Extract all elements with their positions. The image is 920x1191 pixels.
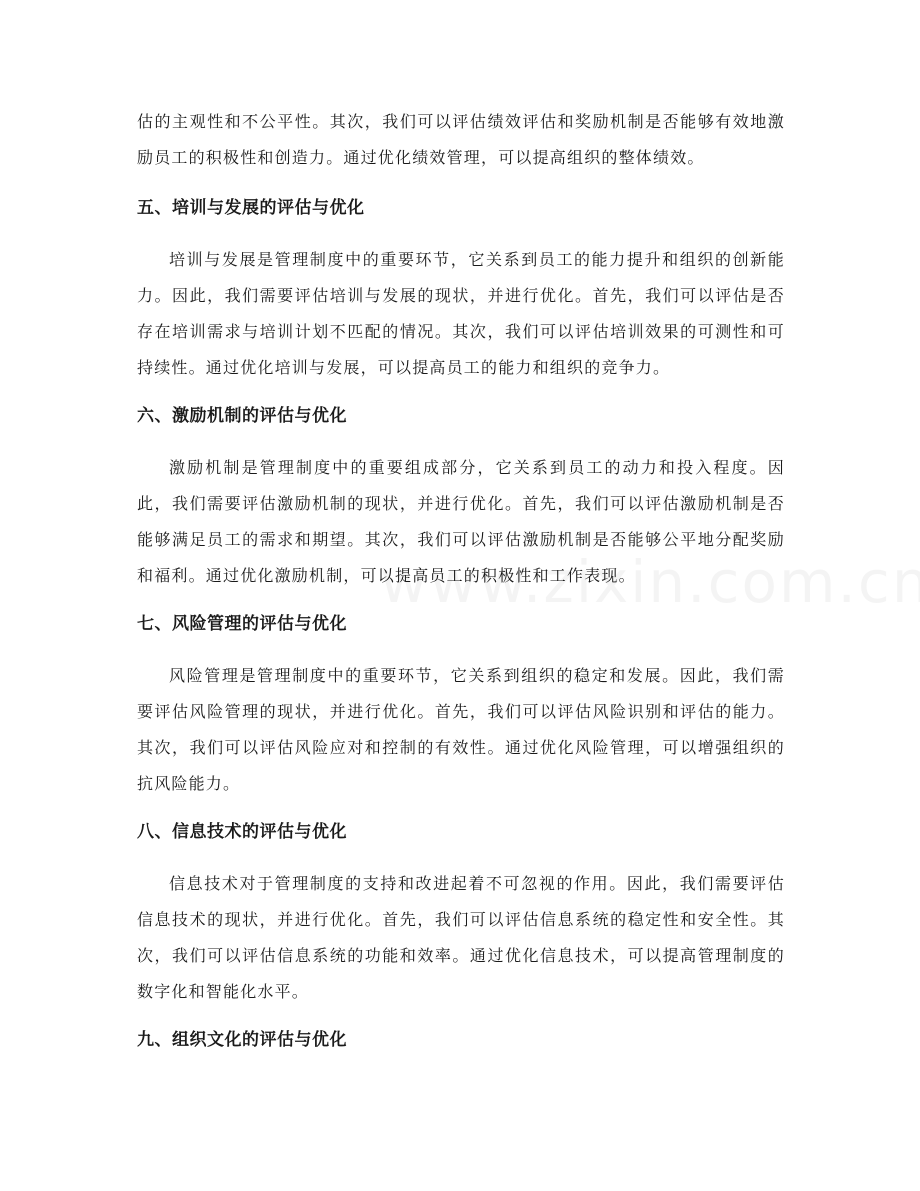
section-heading-5: 五、培训与发展的评估与优化 <box>137 198 365 218</box>
section-heading-9: 九、组织文化的评估与优化 <box>137 1030 347 1050</box>
paragraph-section-6: 激励机制是管理制度中的重要组成部分，它关系到员工的动力和投入程度。因此，我们需要评估激励机制的现状，并进行优化。首先，我们可以评估激励机制是否能够满足员工的需求和期望。其次，我们可以评估激励机制是否能够公平地分配奖励和福利。通过优化激励机制，可以提高员工的积极性和工作表现。 <box>137 458 785 585</box>
paragraph-continued: 估的主观性和不公平性。其次，我们可以评估绩效评估和奖励机制是否能够有效地激励员工的积极性和创造力。通过优化绩效管理，可以提高组织的整体绩效。 <box>137 112 785 167</box>
paragraph-section-5: 培训与发展是管理制度中的重要环节，它关系到员工的能力提升和组织的创新能力。因此，我们需要评估培训与发展的现状，并进行优化。首先，我们可以评估是否存在培训需求与培训计划不匹配的情况。其次，我们可以评估培训效果的可测性和可持续性。通过优化培训与发展，可以提高员工的能力和组织的竞争力。 <box>137 250 785 377</box>
section-heading-8: 八、信息技术的评估与优化 <box>137 822 347 842</box>
paragraph-section-7: 风险管理是管理制度中的重要环节，它关系到组织的稳定和发展。因此，我们需要评估风险管理的现状，并进行优化。首先，我们可以评估风险识别和评估的能力。其次，我们可以评估风险应对和控制的有效性。通过优化风险管理，可以增强组织的抗风险能力。 <box>137 666 785 793</box>
paragraph-section-8: 信息技术对于管理制度的支持和改进起着不可忽视的作用。因此，我们需要评估信息技术的现状，并进行优化。首先，我们可以评估信息系统的稳定性和安全性。其次，我们可以评估信息系统的功能和效率。通过优化信息技术，可以提高管理制度的数字化和智能化水平。 <box>137 874 785 1001</box>
section-heading-7: 七、风险管理的评估与优化 <box>137 614 347 634</box>
section-heading-6: 六、激励机制的评估与优化 <box>137 406 347 426</box>
